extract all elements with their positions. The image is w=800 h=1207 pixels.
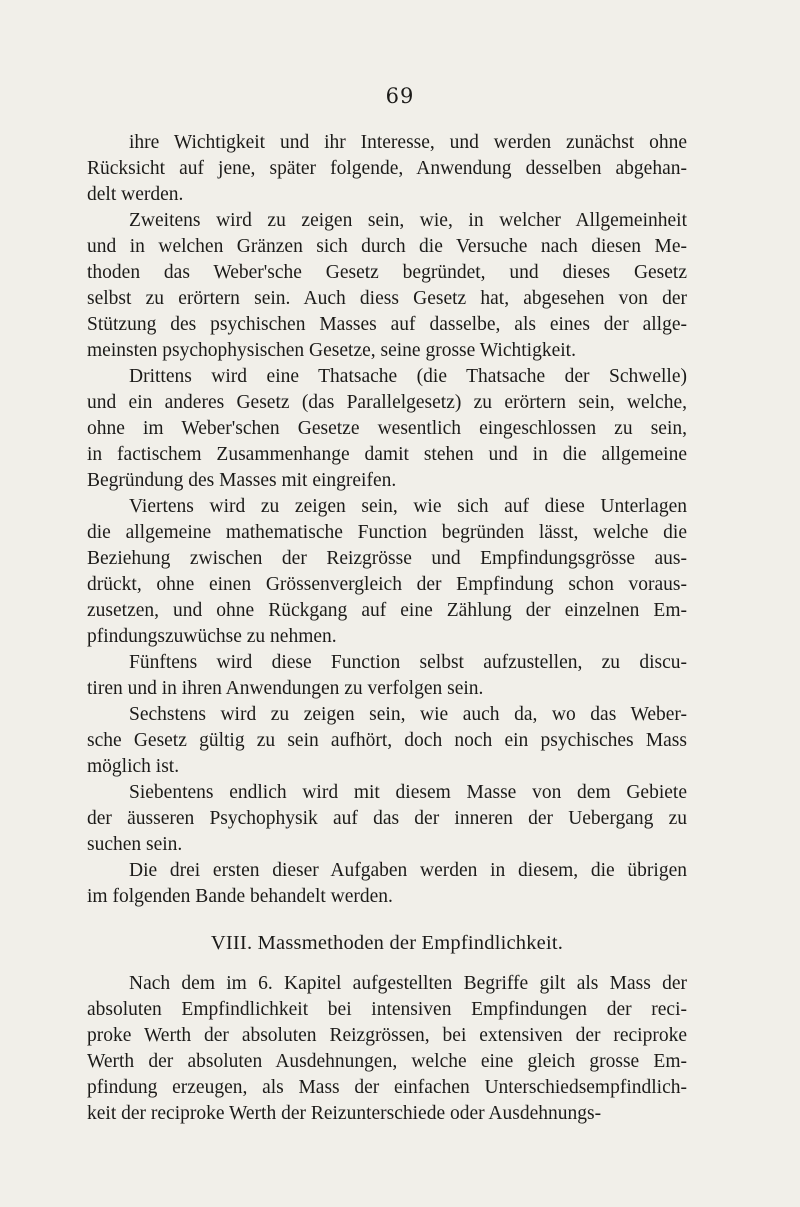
text-line: Stützung des psychischen Masses auf dasselbe, als eines der allge- — [87, 314, 687, 335]
text-line: Begründung des Masses mit eingreifen. — [87, 470, 397, 491]
text-line: Werth der absoluten Ausdehnungen, welche eine gleich grosse Em- — [87, 1051, 687, 1072]
text-line: selbst zu erörtern sein. Auch diess Gesetz hat, abgesehen von der — [87, 288, 687, 309]
paragraph — [87, 650, 687, 702]
text-line: thoden das Weber'sche Gesetz begründet, und dieses Gesetz — [87, 262, 687, 283]
text-line: der äusseren Psychophysik auf das der inneren der Uebergang zu — [87, 808, 687, 829]
text-line: Die drei ersten dieser Aufgaben werden in diesem, die übrigen — [129, 860, 687, 881]
section-paragraph — [87, 971, 687, 1127]
text-line: drückt, ohne einen Grössenvergleich der Empfindung schon voraus- — [87, 574, 687, 595]
text-line: Beziehung zwischen der Reizgrösse und Empfindungsgrösse aus- — [87, 548, 687, 569]
text-line: Rücksicht auf jene, später folgende, Anwendung desselben abgehan- — [87, 158, 687, 179]
page-number: 69 — [385, 84, 415, 108]
text-line: ihre Wichtigkeit und ihr Interesse, und werden zunächst ohne — [129, 132, 687, 153]
text-line: Siebentens endlich wird mit diesem Masse von dem Gebiete — [129, 782, 687, 803]
text-line: zusetzen, und ohne Rückgang auf eine Zählung der einzelnen Em- — [87, 600, 687, 621]
text-line: Zweitens wird zu zeigen sein, wie, in welcher Allgemeinheit — [129, 210, 687, 231]
text-line: sche Gesetz gültig zu sein aufhört, doch noch ein psychisches Mass — [87, 730, 687, 751]
text-line: keit der reciproke Werth der Reizunterschiede oder Ausdehnungs- — [87, 1103, 602, 1124]
paragraph — [87, 364, 687, 494]
paragraph — [87, 130, 687, 208]
text-line: meinsten psychophysischen Gesetze, seine grosse Wichtigkeit. — [87, 340, 576, 361]
body-text — [87, 130, 687, 1127]
text-line: Drittens wird eine Thatsache (die Thatsache der Schwelle) — [129, 366, 687, 387]
text-line: Sechstens wird zu zeigen sein, wie auch da, wo das Weber- — [129, 704, 687, 725]
text-line: ohne im Weber'schen Gesetze wesentlich eingeschlossen zu sein, — [87, 418, 687, 439]
paragraph — [87, 971, 687, 1127]
text-line: Nach dem im 6. Kapitel aufgestellten Begriffe gilt als Mass der — [129, 973, 687, 994]
paragraph — [87, 702, 687, 780]
text-line: tiren und in ihren Anwendungen zu verfolgen sein. — [87, 678, 484, 699]
paragraphs — [87, 130, 687, 910]
text-line: Viertens wird zu zeigen sein, wie sich auf diese Unterlagen — [129, 496, 687, 517]
text-line: suchen sein. — [87, 834, 183, 855]
text-line: Fünftens wird diese Function selbst aufzustellen, zu discu- — [129, 652, 687, 673]
text-line: absoluten Empfindlichkeit bei intensiven Empfindungen der reci- — [87, 999, 687, 1020]
text-line: proke Werth der absoluten Reizgrössen, bei extensiven der reciproke — [87, 1025, 687, 1046]
text-line: die allgemeine mathematische Function begründen lässt, welche die — [87, 522, 687, 543]
text-line: in factischem Zusammenhange damit stehen und in die allgemeine — [87, 444, 687, 465]
text-line: möglich ist. — [87, 756, 180, 777]
paragraph — [87, 208, 687, 364]
paragraph — [87, 494, 687, 650]
text-line: pfindungszuwüchse zu nehmen. — [87, 626, 337, 647]
paragraph — [87, 780, 687, 858]
text-line: pfindung erzeugen, als Mass der einfachen Unterschiedsempfindlich- — [87, 1077, 687, 1098]
section-heading: VIII. Massmethoden der Empfindlichkeit. — [210, 932, 564, 954]
text-line: delt werden. — [87, 184, 184, 205]
text-line: und in welchen Gränzen sich durch die Versuche nach diesen Me- — [87, 236, 687, 257]
text-line: im folgenden Bande behandelt werden. — [87, 886, 393, 907]
paragraph — [87, 858, 687, 910]
text-line: und ein anderes Gesetz (das Parallelgesetz) zu erörtern sein, welche, — [87, 392, 687, 413]
